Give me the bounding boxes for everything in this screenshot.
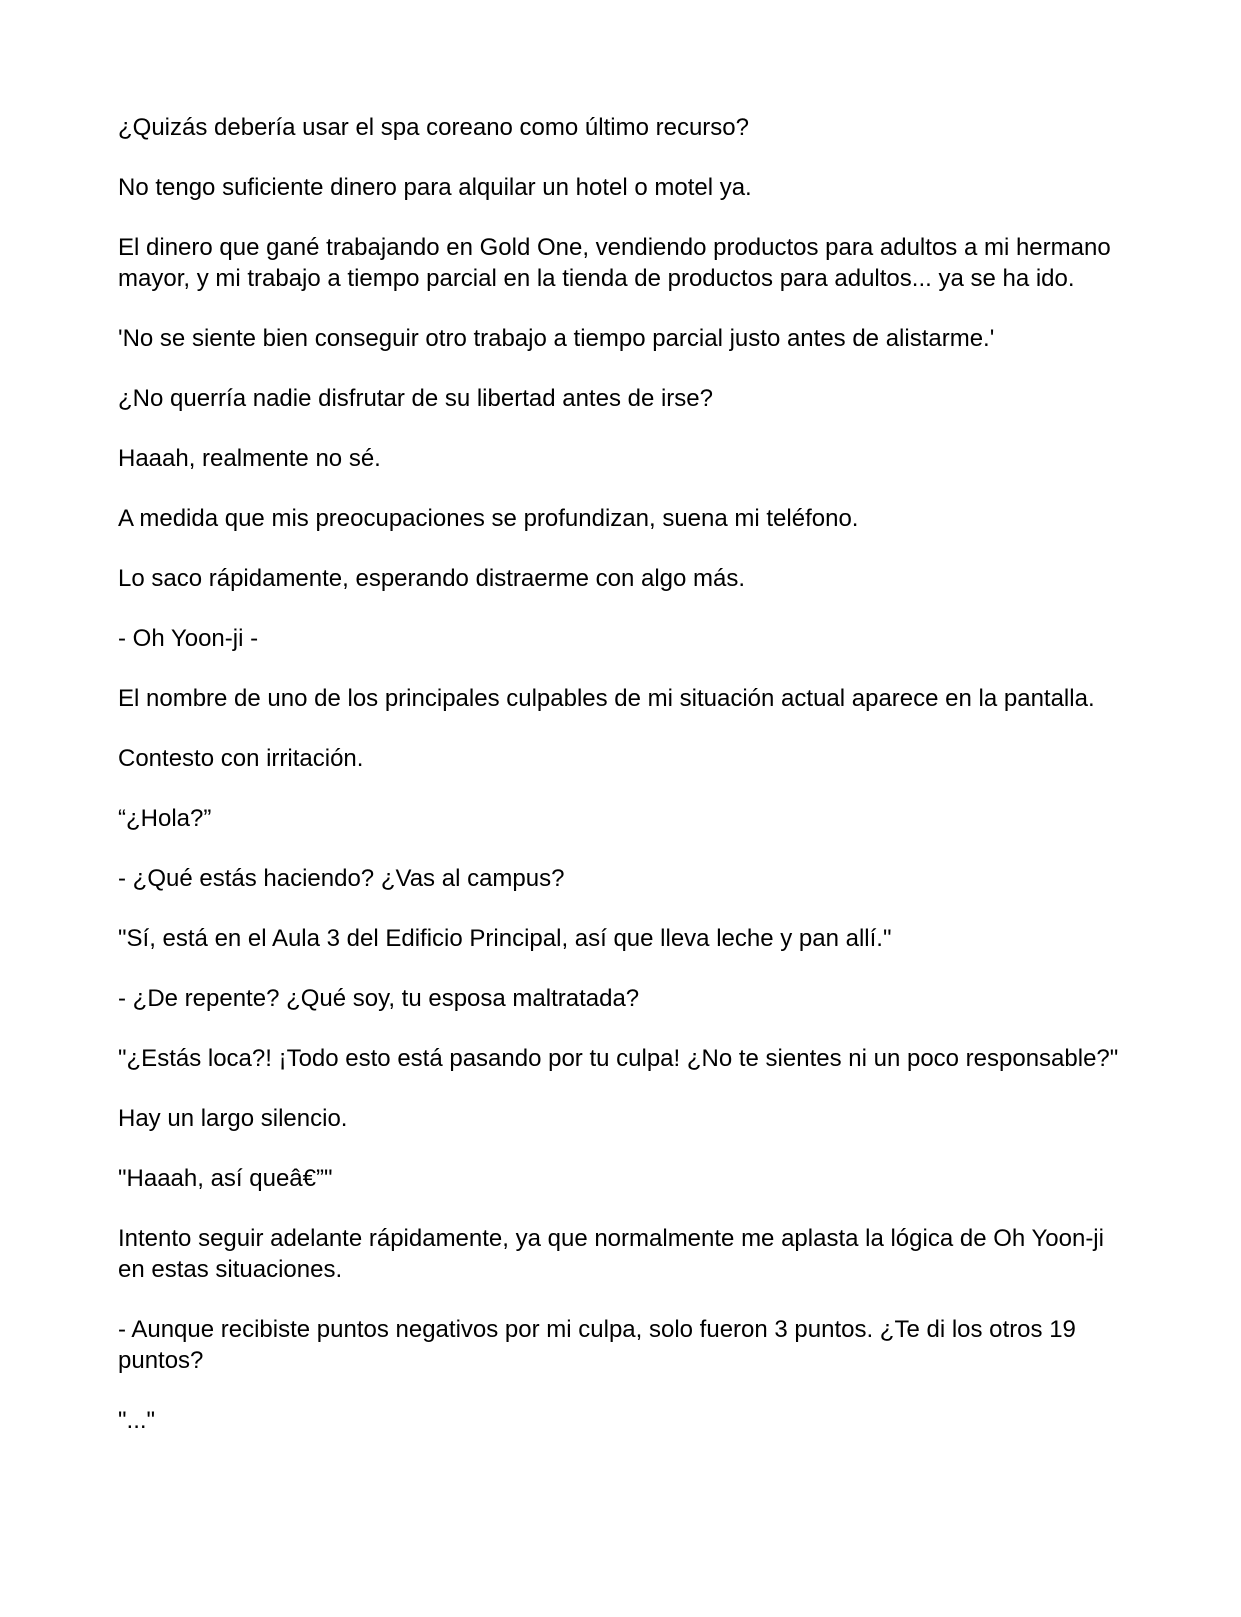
paragraph: Contesto con irritación.: [118, 745, 364, 772]
paragraph: "...": [118, 1407, 156, 1434]
paragraph: Intento seguir adelante rápidamente, ya que normalmente me aplasta la lógica de Oh Yoon-ji en estas situaciones.: [118, 1225, 1104, 1283]
paragraph: "¿Estás loca?! ¡Todo esto está pasando por tu culpa! ¿No te sientes ni un poco responsable?": [118, 1045, 1119, 1072]
paragraph: El dinero que gané trabajando en Gold One, vendiendo productos para adultos a mi hermano mayor, y mi trabajo a tiempo parcial en la tienda de productos para adultos... ya se ha ido.: [118, 234, 1111, 292]
paragraph: El nombre de uno de los principales culpables de mi situación actual aparece en la pantalla.: [118, 685, 1095, 712]
paragraph: - ¿De repente? ¿Qué soy, tu esposa maltratada?: [118, 985, 640, 1012]
paragraph: - Oh Yoon-ji -: [118, 625, 259, 652]
paragraph: - Aunque recibiste puntos negativos por mi culpa, solo fueron 3 puntos. ¿Te di los otros 19 puntos?: [118, 1316, 1076, 1374]
document-body: [118, 112, 1128, 1465]
paragraph: "Sí, está en el Aula 3 del Edificio Principal, así que lleva leche y pan allí.": [118, 925, 892, 952]
paragraph: A medida que mis preocupaciones se profundizan, suena mi teléfono.: [118, 505, 859, 532]
paragraph: ¿Quizás debería usar el spa coreano como último recurso?: [118, 114, 749, 141]
paragraph: "Haaah, así queâ€”": [118, 1165, 333, 1192]
paragraph: 'No se siente bien conseguir otro trabajo a tiempo parcial justo antes de alistarme.': [118, 325, 995, 352]
paragraph: “¿Hola?”: [118, 805, 212, 832]
paragraph: Haaah, realmente no sé.: [118, 445, 381, 472]
paragraph: - ¿Qué estás haciendo? ¿Vas al campus?: [118, 865, 565, 892]
paragraph: Hay un largo silencio.: [118, 1105, 348, 1132]
paragraph: ¿No querría nadie disfrutar de su libertad antes de irse?: [118, 385, 713, 412]
paragraph: No tengo suficiente dinero para alquilar un hotel o motel ya.: [118, 174, 752, 201]
paragraph: Lo saco rápidamente, esperando distraerme con algo más.: [118, 565, 746, 592]
